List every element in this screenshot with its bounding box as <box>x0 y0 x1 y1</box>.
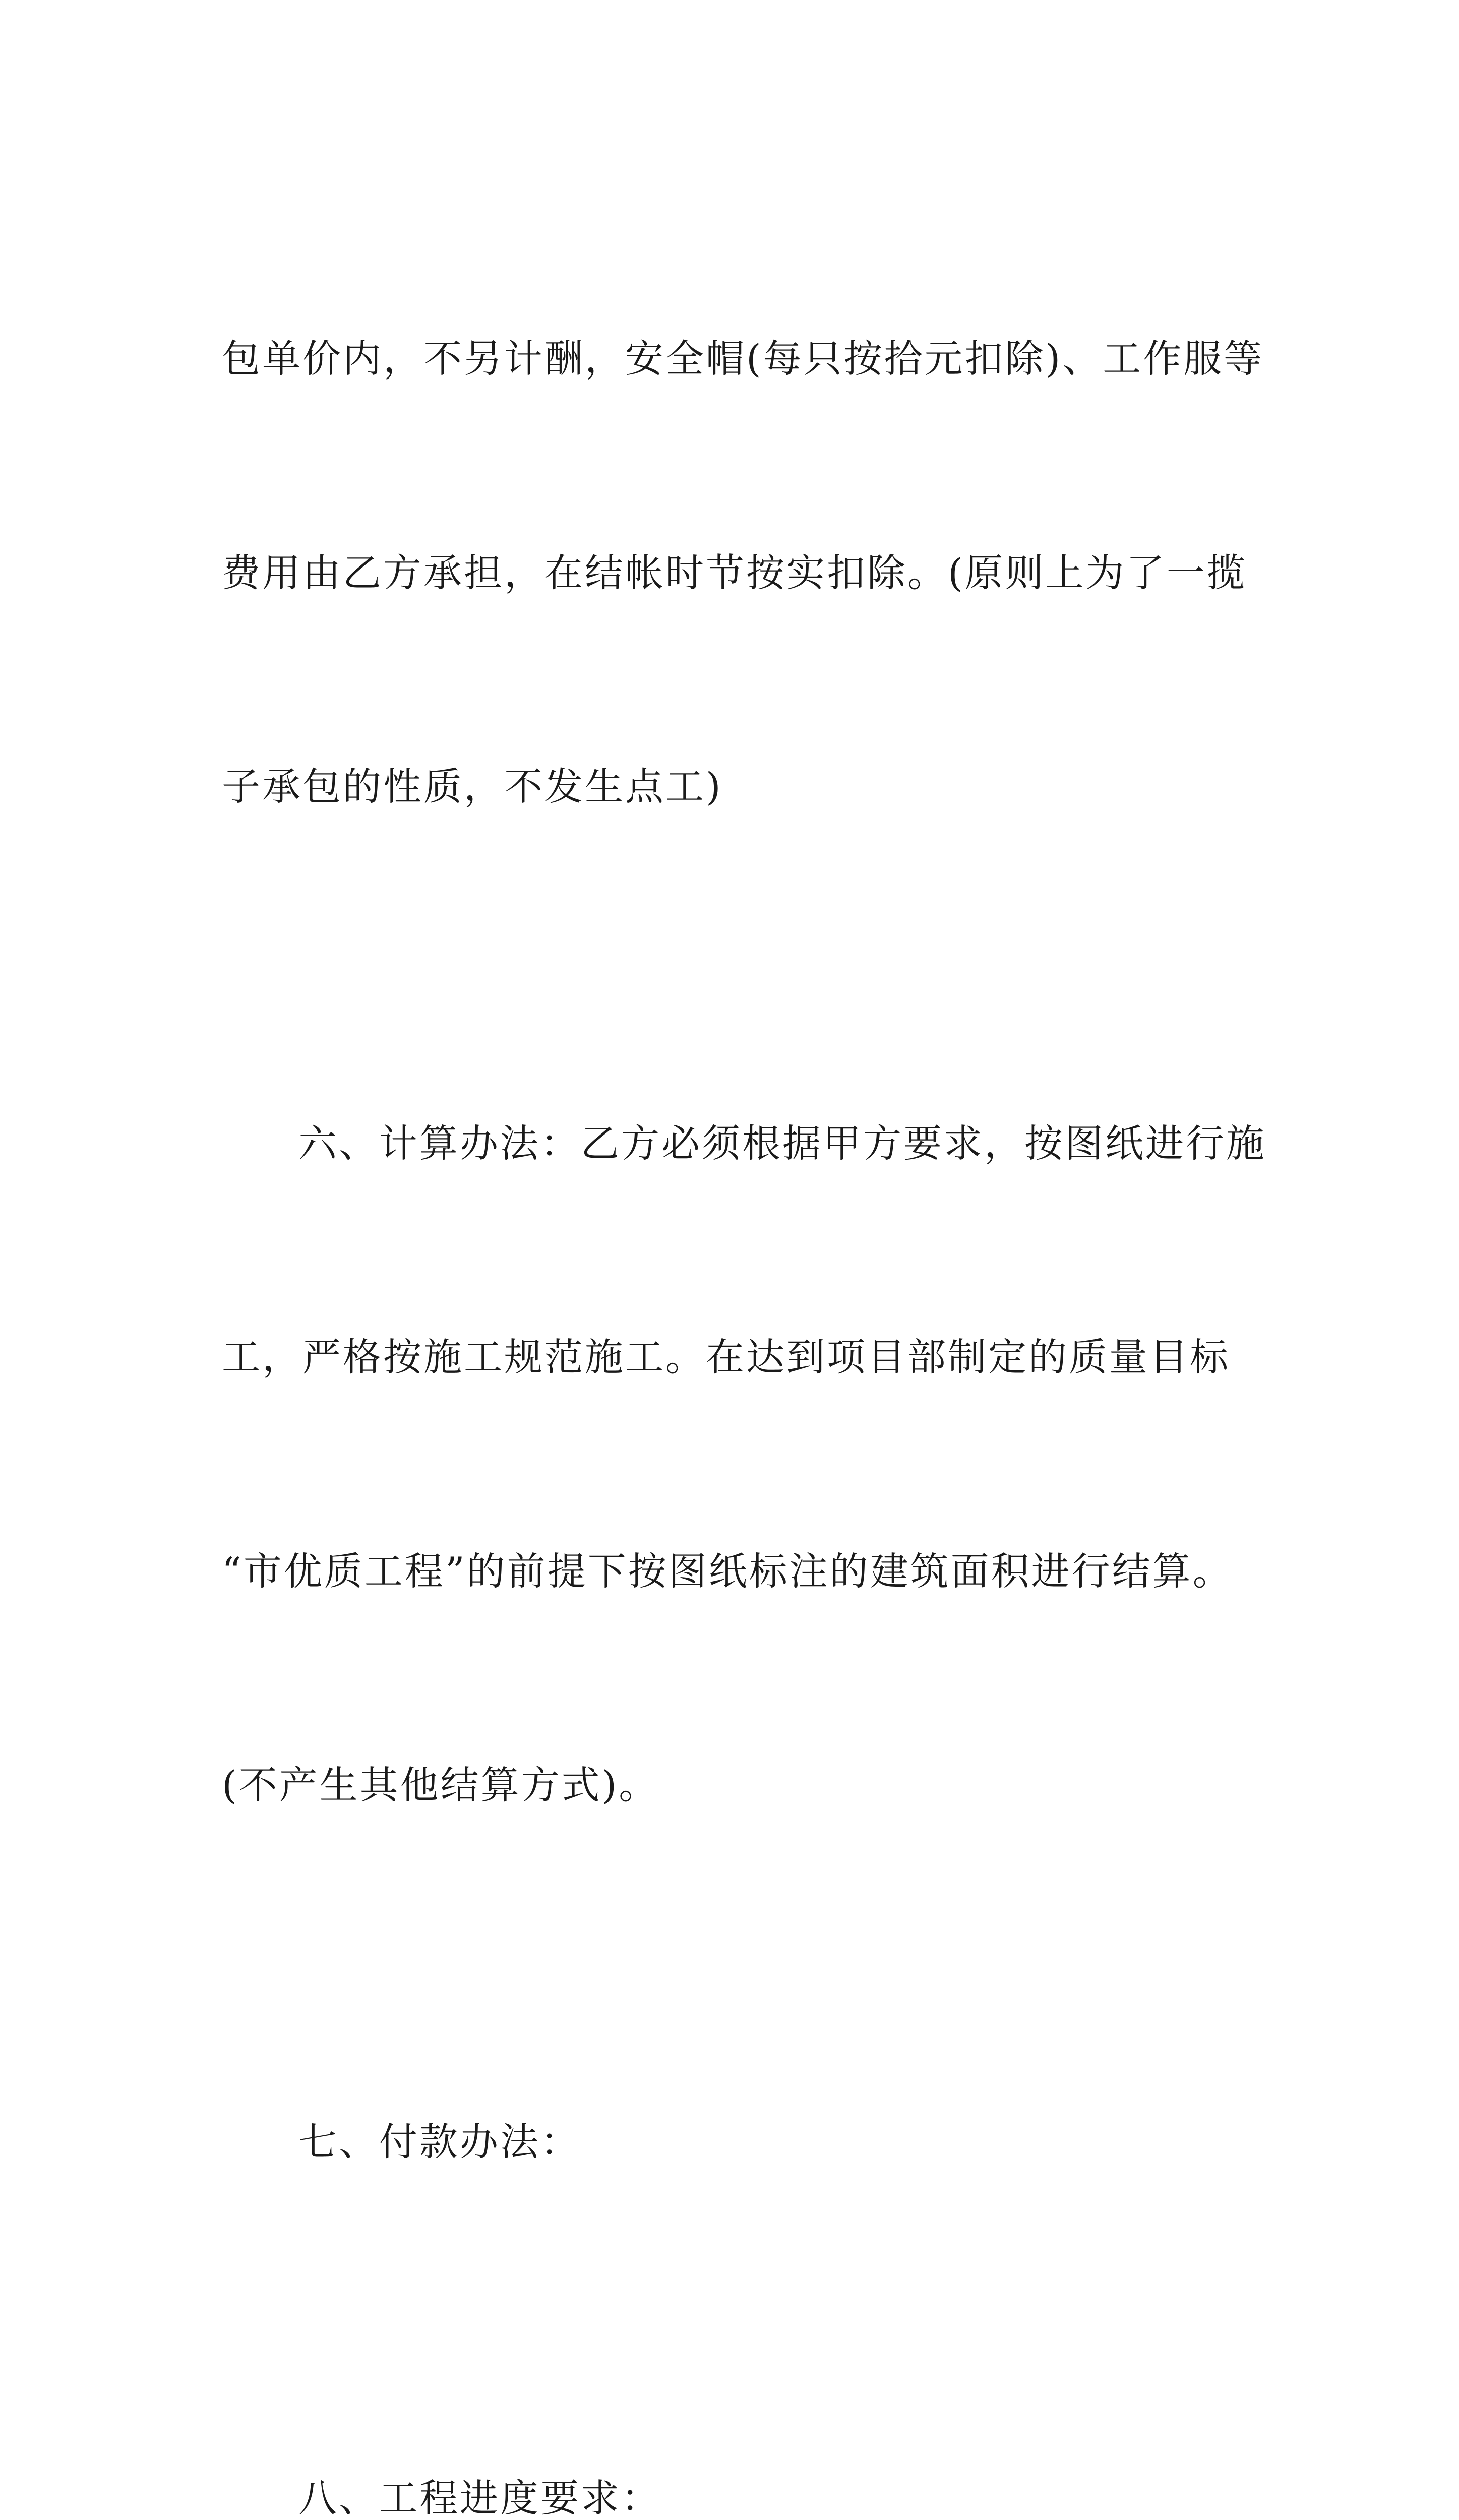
paragraph-calculation-method <box>222 965 1266 1964</box>
paragraph-schedule-requirements <box>222 2320 1250 2520</box>
document-body <box>222 180 1266 2520</box>
paragraph-payment-method <box>222 1964 1250 2320</box>
text-line: “市优质工程”的前提下按图纸标注的建筑面积进行结算。 <box>222 1548 1233 1594</box>
text-line: 费用由乙方承担，在结帐时节按实扣除。(原则上为了一揽 <box>222 550 1247 595</box>
text-line: (不产生其他结算方式)。 <box>222 1762 659 1807</box>
text-line: 八、工程进度要求： <box>298 2476 661 2520</box>
paragraph-contract-terms-continued <box>222 180 1264 965</box>
text-line: 工，严格按施工规范施工。在达到项目部制定的质量目标 <box>222 1335 1230 1379</box>
text-line: 六、计算办法：乙方必须根据甲方要求，按图纸进行施 <box>298 1120 1266 1166</box>
text-line: 子承包的性质，不发生点工) <box>222 764 723 809</box>
text-line: 七、付款办法： <box>298 2119 581 2164</box>
text-line: 包单价内，不另计酬，安全帽(每只按拾元扣除)、工作服等 <box>222 336 1264 381</box>
